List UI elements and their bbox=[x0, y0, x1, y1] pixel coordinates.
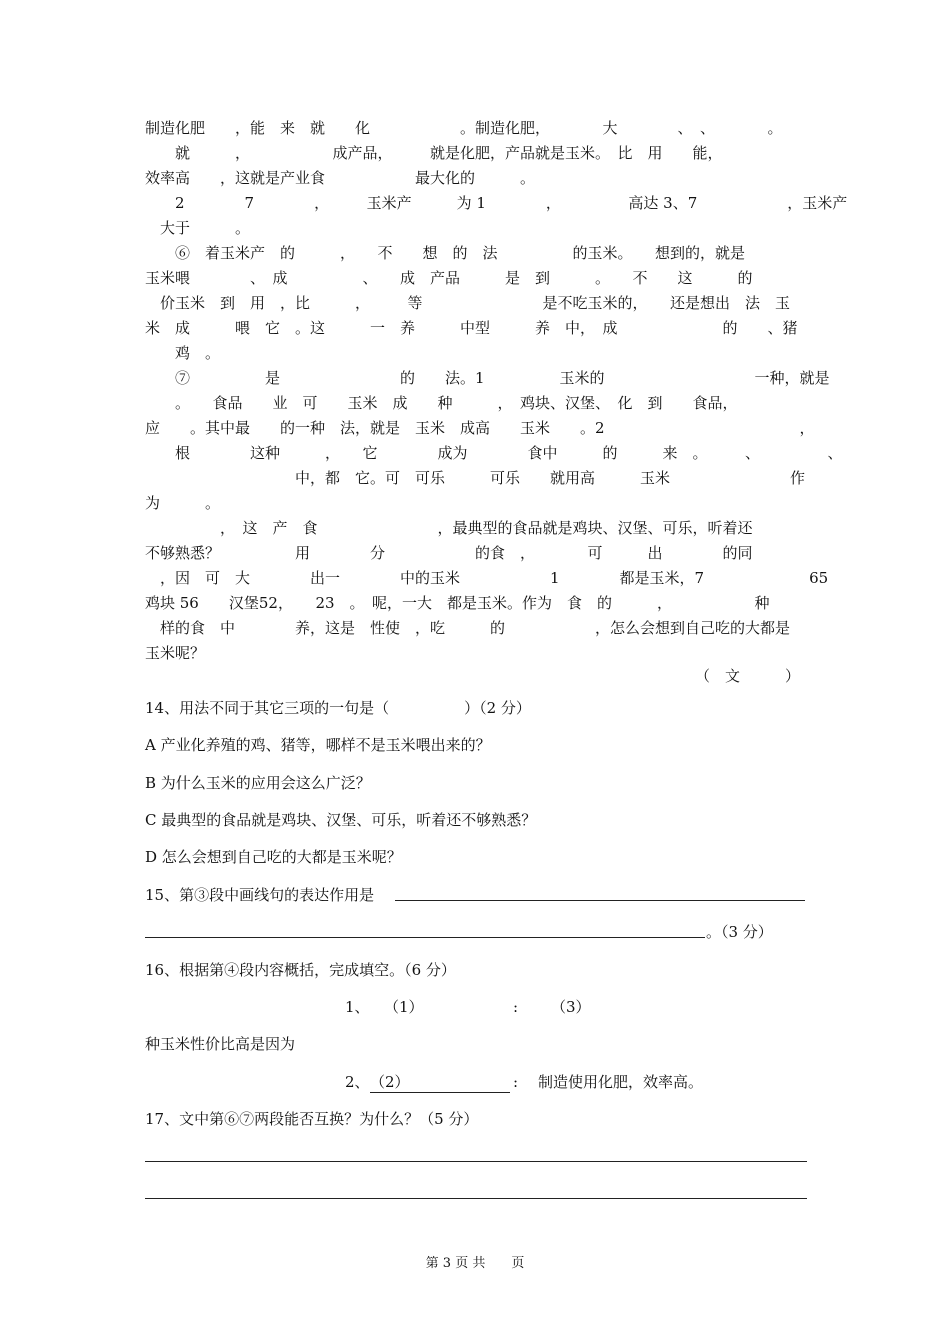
q16-item2-answer: 制造使用化肥，效率高。 bbox=[538, 1073, 704, 1091]
passage-source: （ 文 ） bbox=[695, 667, 801, 685]
passage-line: 样的食 中 养，这是 性使 ，吃 的 ，怎么会想到自己吃的大都是 bbox=[145, 619, 791, 637]
q16-item2-colon: : bbox=[513, 1073, 519, 1091]
q16-item1-blank3: （3） bbox=[551, 998, 591, 1016]
passage-line: ⑥ 着玉米产 的 ， 不 想 的 法 的玉米。 想到的，就是 bbox=[145, 244, 746, 262]
passage-line: 为 。 bbox=[145, 494, 221, 512]
passage-line: 价玉米 到 用 ，比 ， 等 是不吃玉米的， 还是想出 法 玉 bbox=[145, 294, 791, 312]
passage-line: 大于 。 bbox=[145, 219, 251, 237]
passage-line: 应 。其中最 的一种 法，就是 玉米 成高 玉米 。2 ， bbox=[145, 419, 815, 437]
question-17: 17、文中第⑥⑦两段能否互换？为什么？（5 分） bbox=[145, 1110, 479, 1128]
answer-line-17a[interactable] bbox=[145, 1161, 807, 1162]
passage-line: 米 成 喂 它 。这 一 养 中型 养 中， 成 的 、猪 bbox=[145, 319, 798, 337]
passage-line: 鸡 。 bbox=[145, 344, 221, 362]
question-15-score: 。（3 分） bbox=[706, 923, 773, 941]
passage-line: 中，都 它。可 可乐 可乐 就用高 玉米 作 bbox=[145, 469, 806, 487]
passage-line: ，因 可 大 出一 中的玉米 1 都是玉米，7 65 bbox=[145, 569, 829, 587]
question-15: 15、第③段中画线句的表达作用是 bbox=[145, 886, 375, 904]
question-14-option-b: B 为什么玉米的应用会这么广泛？ bbox=[145, 774, 371, 792]
answer-line-15a[interactable] bbox=[395, 900, 805, 901]
q16-item1-blank1: （1） bbox=[384, 998, 424, 1016]
answer-line-15b[interactable] bbox=[145, 937, 705, 938]
q16-item1-colon: : bbox=[513, 998, 519, 1016]
passage-line: 玉米呢？ bbox=[145, 644, 206, 662]
q16-item1-number: 1、 bbox=[345, 998, 370, 1016]
question-14-option-d: D 怎么会想到自己吃的大都是玉米呢？ bbox=[145, 848, 402, 866]
page-footer: 第 3 页 共 页 bbox=[425, 1256, 525, 1271]
passage-line: 根 这种 ， 它 成为 食中 的 来 。 、 、 bbox=[145, 444, 843, 462]
passage-line: 。 食品 业 可 玉米 成 种 ， 鸡块、汉堡、 化 到 食品， bbox=[145, 394, 738, 412]
q16-item2-blank2[interactable]: （2） bbox=[370, 1072, 510, 1093]
passage-line: 玉米喂 、 成 、 成 产品 是 到 。 不 这 的 bbox=[145, 269, 753, 287]
passage-line: 制造化肥 ，能 来 就 化 。制造化肥， 大 、 、 。 bbox=[145, 119, 783, 137]
question-14-option-c: C 最典型的食品就是鸡块、汉堡、可乐，听着还不够熟悉？ bbox=[145, 811, 537, 829]
passage-line: 不够熟悉？ 用 分 的食 ， 可 出 的同 bbox=[145, 544, 753, 562]
passage-line: ， 这 产 食 ，最典型的食品就是鸡块、汉堡、可乐，听着还 bbox=[145, 519, 753, 537]
q16-item2-number: 2、 bbox=[345, 1073, 370, 1091]
q16-reason-label: 种玉米性价比高是因为 bbox=[145, 1035, 296, 1053]
passage-line: 鸡块 56 汉堡52， 23 。 呢，一大 都是玉米。作为 食 的 ， 种 bbox=[145, 594, 770, 612]
passage-line: 2 7 ， 玉米产 为 1 ， 高达 3、7 ，玉米产 bbox=[145, 194, 848, 212]
passage-line: 效率高 ，这就是产业食 最大化的 。 bbox=[145, 169, 536, 187]
passage-line: ⑦ 是 的 法。1 玉米的 一种，就是 bbox=[145, 369, 830, 387]
passage-line: 就 ， 成产品， 就是化肥，产品就是玉米。 比 用 能， bbox=[145, 144, 723, 162]
question-16: 16、根据第④段内容概括，完成填空。（6 分） bbox=[145, 961, 456, 979]
answer-line-17b[interactable] bbox=[145, 1198, 807, 1199]
question-14: 14、用法不同于其它三项的一句是（ ）（2 分） bbox=[145, 699, 531, 717]
question-14-option-a: A 产业化养殖的鸡、猪等，哪样不是玉米喂出来的？ bbox=[145, 736, 491, 754]
